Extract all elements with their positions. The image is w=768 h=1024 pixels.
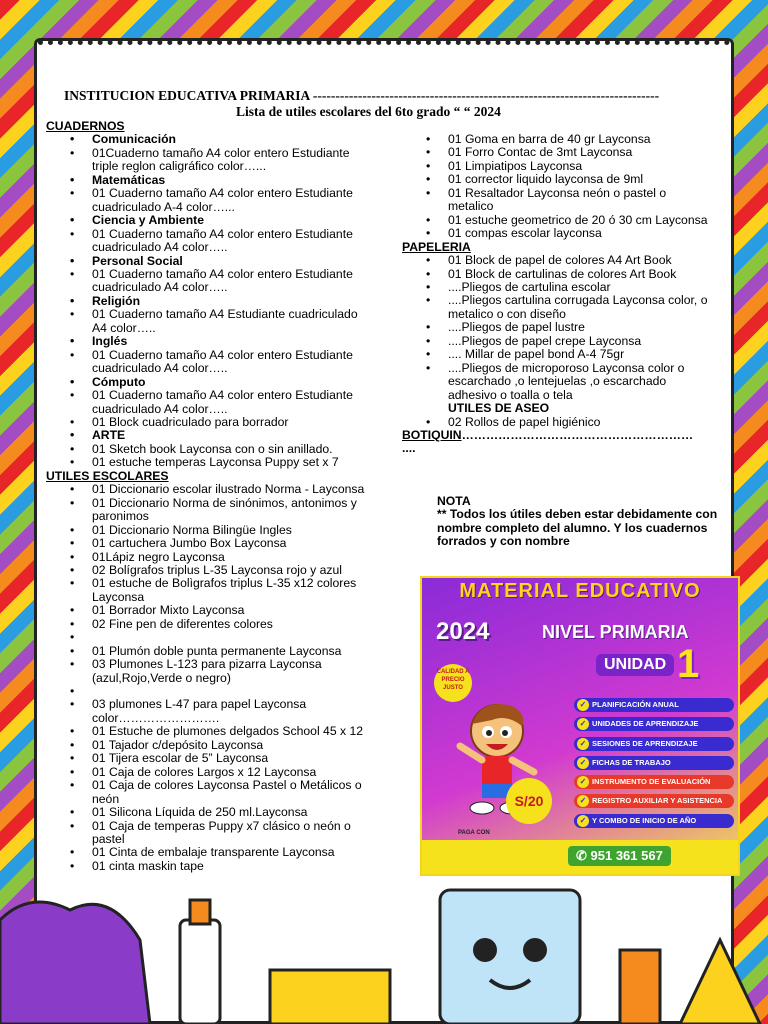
list-item: • 01 estuche geometrico de 20 ó 30 cm Layconsa <box>448 214 712 227</box>
list-item: • 01 Cuaderno tamaño A4 color entero Estudiante cuadriculado A4 color….. <box>92 268 366 295</box>
promo-title: MATERIAL EDUCATIVO <box>459 580 701 602</box>
utiles-heading: UTILES ESCOLARES <box>46 468 169 483</box>
feature-pill: ✓ Y COMBO DE INICIO DE AÑO <box>574 814 734 828</box>
dotted-border <box>38 40 730 51</box>
list-item: • 01 Block de papel de colores A4 Art Book <box>448 254 712 267</box>
note-text: ** Todos los útiles deben estar debidamente con nombre completo del alumno. Y los cuadernos forrados y con nombre <box>437 507 718 549</box>
subject-heading: • Comunicación <box>92 133 366 146</box>
botiquin-dots-2: .... <box>402 441 416 456</box>
aseo-heading: UTILES DE ASEO <box>448 401 550 416</box>
list-item: • 01 estuche de Bolìgrafos triplus L-35 x12 colores Layconsa <box>92 577 366 604</box>
list-item: • ....Pliegos de papel crepe Layconsa <box>448 335 712 348</box>
list-item: • 01 Silicona Líquida de 250 ml.Layconsa <box>92 806 366 819</box>
quality-badge: CALIDAD A PRECIO JUSTO <box>434 664 472 702</box>
list-item: • 01 Tajador c/depósito Layconsa <box>92 739 366 752</box>
whatsapp-phone[interactable] <box>568 846 671 866</box>
feature-pill: ✓ FICHAS DE TRABAJO <box>574 756 734 770</box>
phone-number: 951 361 567 <box>590 848 663 863</box>
feature-pill: ✓ SESIONES DE APRENDIZAJE <box>574 737 734 751</box>
blank-item <box>92 685 366 698</box>
list-item: • 01 cinta maskin tape <box>92 860 366 873</box>
promo-year: 2024 <box>436 618 490 645</box>
promo-banner[interactable] <box>420 576 740 876</box>
subject-heading: • ARTE <box>92 429 366 442</box>
list-item: • 01 corrector liquido layconsa de 9ml <box>448 173 712 186</box>
list-item: • 01 Plumón doble punta permanente Layconsa <box>92 645 366 658</box>
list-item: • 01 Borrador Mixto Layconsa <box>92 604 366 617</box>
subject-heading: • Cómputo <box>92 376 366 389</box>
whatsapp-icon: ✆ <box>576 848 591 863</box>
promo-feature-list <box>574 698 734 833</box>
list-item: • ....Pliegos de microporoso Layconsa color o escarchado ,o lentejuelas ,o escarchado adhesivo o toalla o tela <box>448 362 712 402</box>
list-item: • 01 estuche temperas Layconsa Puppy set x 7 <box>92 456 366 469</box>
list-item: • 02 Rollos de papel higiénico <box>448 416 712 429</box>
list-item: • 01 Cuaderno tamaño A4 color entero Estudiante cuadriculado A4 color….. <box>92 349 366 376</box>
list-item: • 01Lápiz negro Layconsa <box>92 551 366 564</box>
subject-heading: • Ciencia y Ambiente <box>92 214 366 227</box>
list-item: • 01 cartuchera Jumbo Box Layconsa <box>92 537 366 550</box>
subject-heading: • Religión <box>92 295 366 308</box>
list-item: • 01 Block de cartulinas de colores Art Book <box>448 268 712 281</box>
list-item: • 01Cuaderno tamaño A4 color entero Estudiante triple reglon caligráfico color…... <box>92 147 366 174</box>
list-title: Lista de utiles escolares del 6to grado “ “ 2024 <box>236 104 501 119</box>
note-title: NOTA <box>437 494 471 508</box>
subject-heading: • Inglés <box>92 335 366 348</box>
aseo-list <box>402 416 712 429</box>
list-item: • 01 Cuaderno tamaño A4 color entero Estudiante cuadriculado A4 color….. <box>92 228 366 255</box>
list-item: • 02 Bolígrafos triplus L-35 Layconsa rojo y azul <box>92 564 366 577</box>
note-box <box>437 495 727 549</box>
promo-level: NIVEL PRIMARIA <box>542 622 689 642</box>
list-item: • 01 Cuaderno tamaño A4 color entero Estudiante cuadriculado A-4 color…... <box>92 187 366 214</box>
list-item: • 03 Plumones L-123 para pizarra Layconsa (azul,Rojo,Verde o negro) <box>92 658 366 685</box>
cuadernos-list <box>46 133 366 469</box>
right-column <box>402 133 712 456</box>
feature-pill: ✓ PLANIFICACIÓN ANUAL <box>574 698 734 712</box>
promo-unit-number: 1 <box>677 642 700 686</box>
list-item: • 01 Goma en barra de 40 gr Layconsa <box>448 133 712 146</box>
list-item: • 01 Limpiatipos Layconsa <box>448 160 712 173</box>
list-item: • 01 Sketch book Layconsa con o sin anillado. <box>92 443 366 456</box>
promo-unit: UNIDAD <box>596 654 674 676</box>
school-supplies-illustration <box>0 880 768 1024</box>
list-item: • 01 Caja de temperas Puppy x7 clásico o neón o pastel <box>92 820 366 847</box>
left-column <box>46 120 366 873</box>
feature-pill: ✓ REGISTRO AUXILIAR Y ASISTENCIA <box>574 794 734 808</box>
list-item: • 01 Resaltador Layconsa neón o pastel o metalico <box>448 187 712 214</box>
cuadernos-heading: CUADERNOS <box>46 119 125 133</box>
list-item: • 01 Cinta de embalaje transparente Layconsa <box>92 846 366 859</box>
botiquin-line <box>402 429 712 442</box>
list-item: • 01 Diccionario escolar ilustrado Norma - Layconsa <box>92 483 366 496</box>
list-item: • 01 Diccionario Norma Bilingüe Ingles <box>92 524 366 537</box>
list-item: • 01 Estuche de plumones delgados School 45 x 12 <box>92 725 366 738</box>
list-item: • 01 Cuaderno tamaño A4 color entero Estudiante cuadriculado A4 color….. <box>92 389 366 416</box>
botiquin-heading: BOTIQUIN <box>402 427 462 442</box>
list-item: • ....Pliegos cartulina corrugada Layconsa color, o metalico o con diseño <box>448 294 712 321</box>
subject-heading: • Matemáticas <box>92 174 366 187</box>
feature-pill: ✓ UNIDADES DE APRENDIZAJE <box>574 717 734 731</box>
list-item: • 01 compas escolar layconsa <box>448 227 712 240</box>
list-item: • 01 Tijera escolar de 5” Layconsa <box>92 752 366 765</box>
list-item: • ....Pliegos de cartulina escolar <box>448 281 712 294</box>
papeleria-heading: PAPELERIA <box>402 239 471 254</box>
list-item: • 01 Block cuadriculado para borrador <box>92 416 366 429</box>
list-item: • 01 Caja de colores Layconsa Pastel o Metálicos o neón <box>92 779 366 806</box>
list-item: • 01 Diccionario Norma de sinónimos, antonimos y paronimos <box>92 497 366 524</box>
list-item: • 01 Cuaderno tamaño A4 Estudiante cuadriculado A4 color….. <box>92 308 366 335</box>
right-items-list <box>402 133 712 241</box>
blank-item <box>92 631 366 644</box>
list-item: • 03 plumones L-47 para papel Layconsa color……………………. <box>92 698 366 725</box>
list-item: • 02 Fine pen de diferentes colores <box>92 618 366 631</box>
feature-pill: ✓ INSTRUMENTO DE EVALUACIÓN <box>574 775 734 789</box>
utiles-list <box>46 483 366 873</box>
papeleria-list <box>402 254 712 402</box>
list-item: • ....Pliegos de papel lustre <box>448 321 712 334</box>
list-item: • 01 Forro Contac de 3mt Layconsa <box>448 146 712 159</box>
list-item: • 01 Caja de colores Largos x 12 Layconsa <box>92 766 366 779</box>
botiquin-dots: ………………………………………………… <box>461 427 694 442</box>
price-badge: S/20 <box>506 778 552 824</box>
list-item: • .... Millar de papel bond A-4 75gr <box>448 348 712 361</box>
subject-heading: • Personal Social <box>92 255 366 268</box>
pay-label: PAGA CON <box>458 830 490 836</box>
school-title: INSTITUCION EDUCATIVA PRIMARIA ----------------------------------------------------------------------------- <box>64 88 660 103</box>
